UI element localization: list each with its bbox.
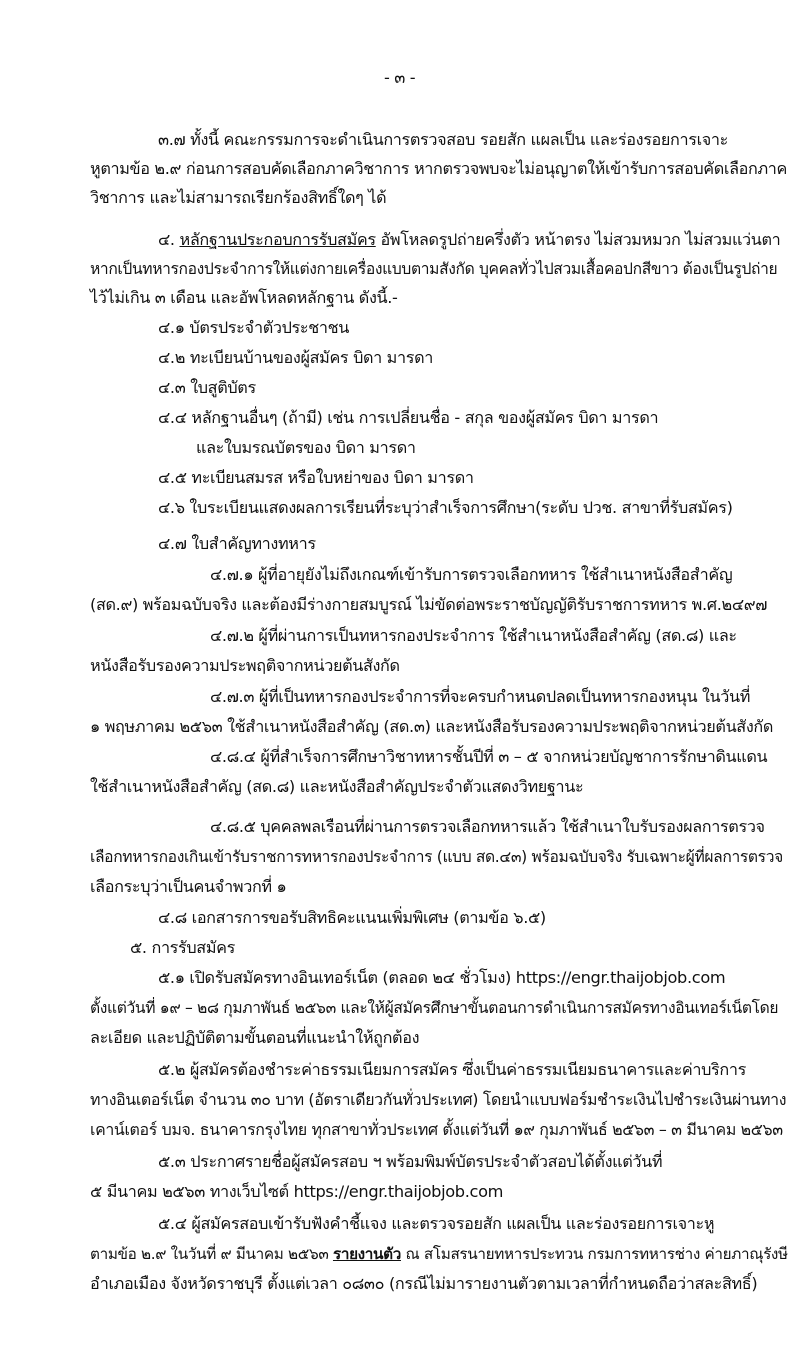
item-4-7-1-line-1: ๔.๗.๑ ผู้ที่อายุยังไม่ถึงเกณฑ์เข้ารับการตรวจเลือกทหาร ใช้สำเนาหนังสือสำคัญ bbox=[210, 565, 733, 584]
item-4-7-2-line-1: ๔.๗.๒ ผู้ที่ผ่านการเป็นทหารกองประจำการ ใช้สำเนาหนังสือสำคัญ (สด.๘) และ bbox=[210, 626, 737, 645]
section-4-line-1 bbox=[158, 228, 780, 252]
item-4-2: ๔.๒ ทะเบียนบ้านของผู้สมัคร บิดา มารดา bbox=[158, 348, 433, 367]
item-4-7-3-line-1: ๔.๗.๓ ผู้ที่เป็นทหารกองประจำการที่จะครบกำหนดปลดเป็นทหารกองหนุน ในวันที่ bbox=[210, 687, 751, 706]
item-5-3-line-2: ๕ มีนาคม ๒๕๖๓ ทางเว็บไซต์ https://engr.thaijobjob.com bbox=[90, 1182, 504, 1201]
item-5-2-line-1: ๕.๒ ผู้สมัครต้องชำระค่าธรรมเนียมการสมัคร ซึ่งเป็นค่าธรรมเนียมธนาคารและค่าบริการ bbox=[158, 1060, 746, 1079]
item-4-8-5-line-2: เลือกทหารกองเกินเข้ารับราชการทหารกองประจำการ (แบบ สด.๔๓) พร้อมฉบับจริง รับเฉพาะผู้ที่ผลการตรวจ bbox=[90, 848, 783, 866]
section-4-line-3: ไว้ไม่เกิน ๓ เดือน และอัพโหลดหลักฐาน ดังนี้.- bbox=[90, 288, 398, 307]
item-4-8: ๔.๘ เอกสารการขอรับสิทธิคะแนนเพิ่มพิเศษ (ตามข้อ ๖.๕) bbox=[158, 908, 546, 927]
item-4-1: ๔.๑ บัตรประจำตัวประชาชน bbox=[158, 318, 349, 337]
item-5-1-line-2: ตั้งแต่วันที่ ๑๙ – ๒๘ กุมภาพันธ์ ๒๕๖๓ และให้ผู้สมัครศึกษาขั้นตอนการดำเนินการสมัครทางอินเทอร์เน็ตโดย bbox=[90, 999, 779, 1017]
item-5-1-line-1: ๕.๑ เปิดรับสมัครทางอินเทอร์เน็ต (ตลอด ๒๔ ชั่วโมง) https://engr.thaijobjob.com bbox=[158, 968, 726, 987]
page-number: - ๓ - bbox=[384, 68, 416, 87]
report-in-emphasis: รายงานตัว bbox=[332, 1245, 401, 1263]
item-5-4-line-2 bbox=[90, 1242, 788, 1266]
item-4-8-5-line-3: เลือกระบุว่าเป็นคนจำพวกที่ ๑ bbox=[90, 877, 287, 896]
item-5-4-line-2-pre: ตามข้อ ๒.๙ ในวันที่ ๙ มีนาคม ๒๕๖๓ bbox=[90, 1245, 329, 1263]
item-5-4-line-2-post: ณ สโมสรนายทหารประทวน กรมการทหารช่าง ค่ายภาณุรังษี bbox=[405, 1245, 788, 1263]
para-3-7-line-3: วิชาการ และไม่สามารถเรียกร้องสิทธิ์ใดๆ ได้ bbox=[90, 188, 387, 207]
item-4-7-1-line-2: (สด.๙) พร้อมฉบับจริง และต้องมีร่างกายสมบูรณ์ ไม่ขัดต่อพระราชบัญญัติรับราชการทหาร พ.ศ.๒๔๙๗ bbox=[90, 595, 768, 614]
item-4-8-4-line-2: ใช้สำเนาหนังสือสำคัญ (สด.๘) และหนังสือสำคัญประจำตัวแสดงวิทยฐานะ bbox=[90, 777, 584, 796]
section-4-line-1-rest: อัพโหลดรูปถ่ายครึ่งตัว หน้าตรง ไม่สวมหมวก ไม่สวมแว่นตา bbox=[380, 230, 781, 249]
item-5-3-line-1: ๕.๓ ประกาศรายชื่อผู้สมัครสอบ ฯ พร้อมพิมพ์บัตรประจำตัวสอบได้ตั้งแต่วันที่ bbox=[158, 1152, 663, 1171]
item-5-2-line-2: ทางอินเตอร์เน็ต จำนวน ๓๐ บาท (อัตราเดียวกันทั่วประเทศ) โดยนำแบบฟอร์มชำระเงินไปชำระเงินผ่านทาง bbox=[90, 1090, 787, 1109]
item-5-1-line-3: ละเอียด และปฏิบัติตามขั้นตอนที่แนะนำให้ถูกต้อง bbox=[90, 1028, 420, 1047]
item-4-6: ๔.๖ ใบระเบียนแสดงผลการเรียนที่ระบุว่าสำเร็จการศึกษา(ระดับ ปวช. สาขาที่รับสมัคร) bbox=[158, 498, 733, 517]
para-3-7-line-2: หูตามข้อ ๒.๙ ก่อนการสอบคัดเลือกภาควิชาการ หากตรวจพบจะไม่อนุญาตให้เข้ารับการสอบคัดเลือกภาค bbox=[90, 159, 788, 178]
item-4-8-4-line-1: ๔.๘.๔ ผู้ที่สำเร็จการศึกษาวิชาทหารชั้นปีที่ ๓ – ๕ จากหน่วยบัญชาการรักษาดินแดน bbox=[210, 747, 768, 766]
section-4-heading: หลักฐานประกอบการรับสมัคร bbox=[179, 230, 376, 249]
section-5-heading: ๕. การรับสมัคร bbox=[130, 938, 235, 957]
item-4-4-line-1: ๔.๔ หลักฐานอื่นๆ (ถ้ามี) เช่น การเปลี่ยนชื่อ - สกุล ของผู้สมัคร บิดา มารดา bbox=[158, 408, 659, 427]
section-4-line-2: หากเป็นทหารกองประจำการให้แต่งกายเครื่องแบบตามสังกัด บุคคลทั่วไปสวมเสื้อคอปกสีขาว ต้องเป็นรูปถ่าย bbox=[90, 260, 778, 278]
item-4-7: ๔.๗ ใบสำคัญทางทหาร bbox=[158, 534, 316, 553]
item-4-7-3-line-2: ๑ พฤษภาคม ๒๕๖๓ ใช้สำเนาหนังสือสำคัญ (สด.๓) และหนังสือรับรองความประพฤติจากหน่วยต้นสังกัด bbox=[90, 717, 774, 736]
item-4-3: ๔.๓ ใบสูติบัตร bbox=[158, 378, 256, 397]
para-3-7-line-1: ๓.๗ ทั้งนี้ คณะกรรมการจะดำเนินการตรวจสอบ รอยสัก แผลเป็น และร่องรอยการเจาะ bbox=[158, 130, 728, 149]
item-4-8-5-line-1: ๔.๘.๕ บุคคลพลเรือนที่ผ่านการตรวจเลือกทหารแล้ว ใช้สำเนาใบรับรองผลการตรวจ bbox=[210, 817, 765, 836]
item-4-7-2-line-2: หนังสือรับรองความประพฤติจากหน่วยต้นสังกัด bbox=[90, 656, 400, 675]
item-4-4-line-2: และใบมรณบัตรของ บิดา มารดา bbox=[196, 438, 416, 457]
item-5-4-line-3: อำเภอเมือง จังหวัดราชบุรี ตั้งแต่เวลา ๐๘๓๐ (กรณีไม่มารายงานตัวตามเวลาที่กำหนดถือว่าสละสิทธิ์) bbox=[90, 1274, 758, 1293]
item-5-2-line-3: เคาน์เตอร์ บมจ. ธนาคารกรุงไทย ทุกสาขาทั่วประเทศ ตั้งแต่วันที่ ๑๙ กุมภาพันธ์ ๒๕๖๓ – ๓ มีนาคม ๒๕๖๓ bbox=[90, 1120, 783, 1139]
item-4-5: ๔.๕ ทะเบียนสมรส หรือใบหย่าของ บิดา มารดา bbox=[158, 468, 474, 487]
item-5-4-line-1: ๕.๔ ผู้สมัครสอบเข้ารับฟังคำชี้แจง และตรวจรอยสัก แผลเป็น และร่องรอยการเจาะหู bbox=[158, 1214, 715, 1233]
section-4-number: ๔. bbox=[158, 230, 175, 249]
